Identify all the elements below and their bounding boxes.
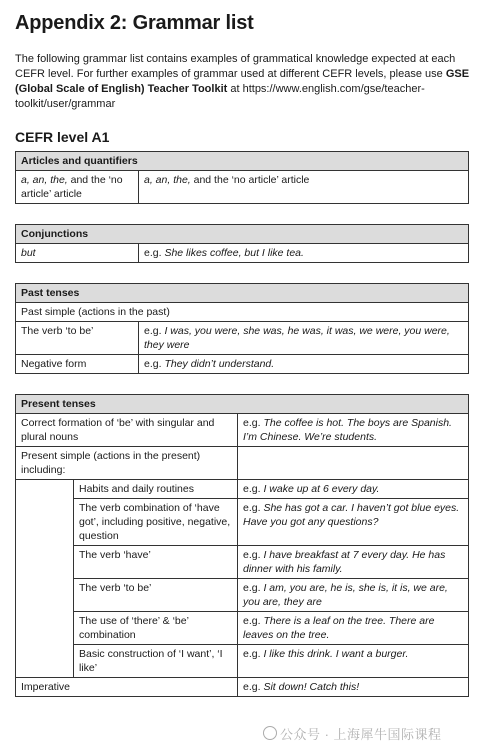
table-row: The verb combination of ‘have got’, including positive, negative, question e.g. She has got a car. I haven’t got blue eyes. Have you got any questions? <box>16 499 469 546</box>
table-row: Habits and daily routines e.g. I wake up at 6 every day. <box>16 480 469 499</box>
table-row: The verb ‘have’ e.g. I have breakfast at 7 every day. He has dinner with his family. <box>16 546 469 579</box>
articles-right: a, an, the, and the ‘no article’ article <box>139 171 469 204</box>
table-row: Basic construction of ‘I want’, ‘I like’ e.g. I like this drink. I want a burger. <box>16 645 469 678</box>
articles-left: a, an, the, and the ‘no article’ article <box>16 171 139 204</box>
table-row: Imperative e.g. Sit down! Catch this! <box>16 678 469 697</box>
past-subheading: Past simple (actions in the past) <box>16 303 469 322</box>
past-heading: Past tenses <box>16 284 469 303</box>
conjunctions-example: e.g. She likes coffee, but I like tea. <box>139 244 469 263</box>
toolkit-name: GSE (Global Scale of English) Teacher Toolkit <box>15 68 470 95</box>
wechat-icon <box>263 726 277 740</box>
table-row <box>16 244 469 263</box>
present-tenses-table <box>15 394 469 697</box>
past-tenses-table <box>15 283 469 374</box>
conjunctions-table <box>15 224 469 263</box>
intro-paragraph: The following grammar list contains examples of grammatical knowledge expected at each CEFR level. For further examples of grammar used at different CEFR levels, please use GSE (Global Scale of English) Teacher Toolkit at https://www.english.com/gse/teacher-toolkit/user/grammar <box>15 53 470 110</box>
level-heading: CEFR level A1 <box>15 129 110 145</box>
table-row: The verb ‘to be’ e.g. I am, you are, he is, she is, it is, we are, you are, they are <box>16 579 469 612</box>
articles-table <box>15 151 469 204</box>
page-title: Appendix 2: Grammar list <box>15 12 254 34</box>
table-row: Present simple (actions in the present) including: <box>16 447 469 480</box>
watermark: 公众号 · 上海犀牛国际课程 <box>263 724 442 743</box>
table-row <box>16 171 469 204</box>
table-row: The use of ‘there’ & ‘be’ combination e.g. There is a leaf on the tree. There are leaves on the tree. <box>16 612 469 645</box>
conjunctions-heading: Conjunctions <box>16 225 469 244</box>
indent-cell <box>16 480 74 678</box>
articles-heading: Articles and quantifiers <box>16 152 469 171</box>
conjunctions-left: but <box>16 244 139 263</box>
table-row: Negative form e.g. They didn’t understand. <box>16 355 469 374</box>
present-heading: Present tenses <box>16 395 469 414</box>
table-row: The verb ‘to be’ e.g. I was, you were, she was, he was, it was, we were, you were, they were <box>16 322 469 355</box>
table-row: Correct formation of ‘be’ with singular and plural nouns e.g. The coffee is hot. The boys are Spanish. I’m Chinese. We’re students. <box>16 414 469 447</box>
document-page <box>15 0 470 697</box>
